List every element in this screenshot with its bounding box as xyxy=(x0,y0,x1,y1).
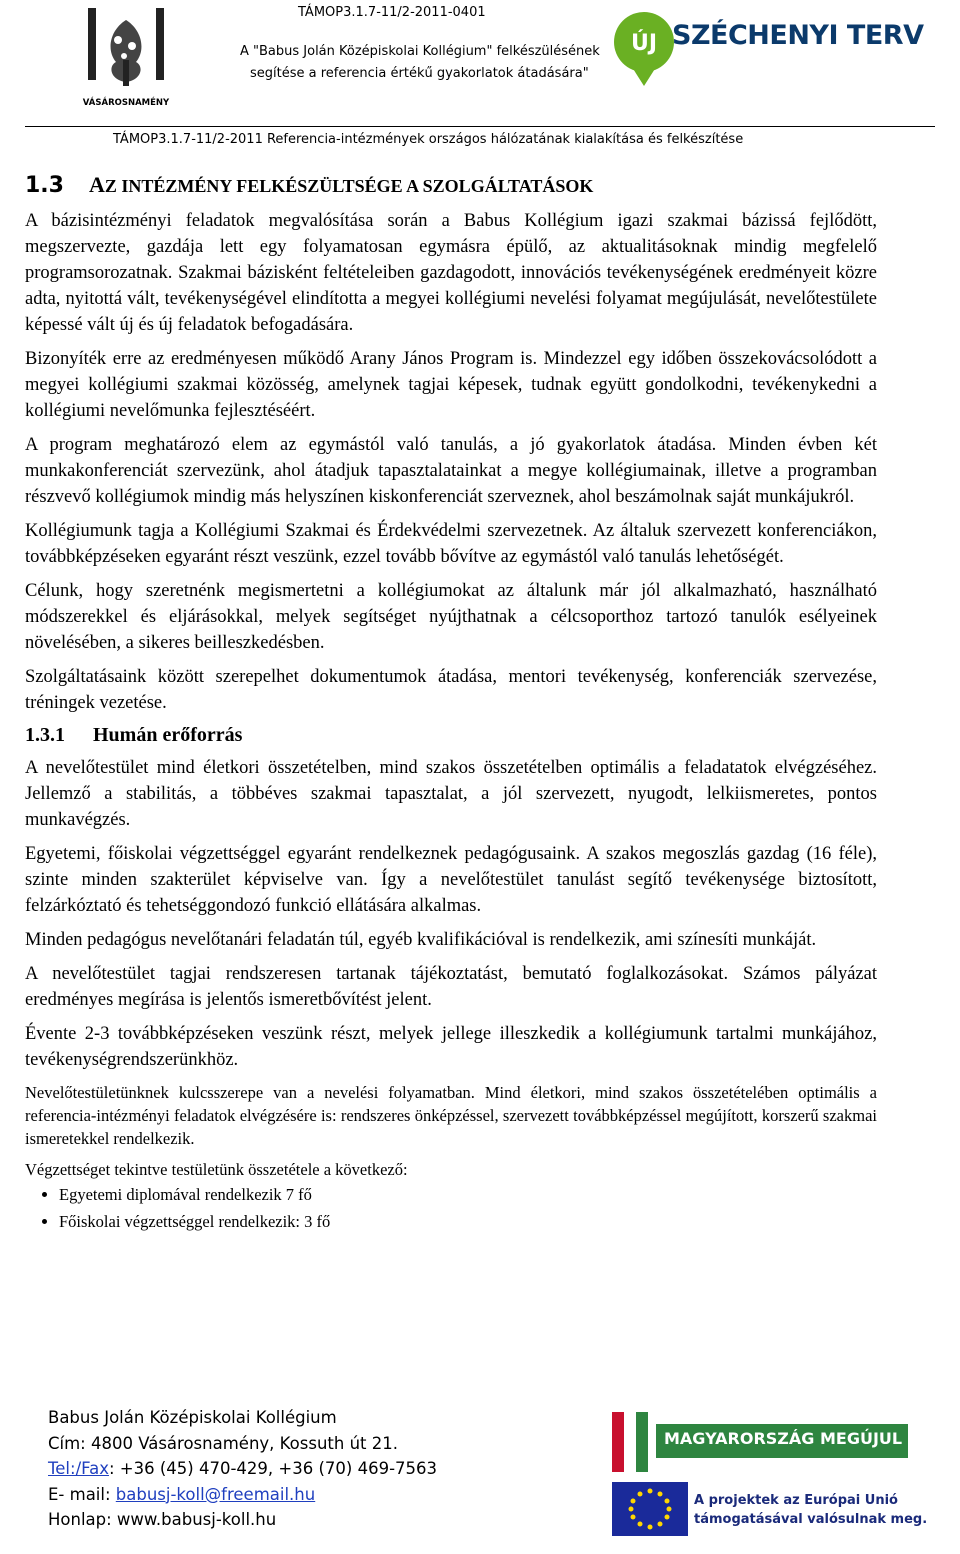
document-body xyxy=(25,172,877,1235)
svg-text:ÚJ: ÚJ xyxy=(630,31,658,56)
header-divider xyxy=(25,126,935,127)
eu-line2: támogatásával valósulnak meg. xyxy=(694,1512,928,1527)
paragraph-small: Nevelőtestületünknek kulcsszerepe van a nevelési folyamatban. Mind életkori, mind szakos összetételében optimális a referencia-intézményi feladatok elvégzésére is: rendszeres önképzéssel, szervezett továbbképzéssel megújított, korszerű szakmai ismeretekkel rendelkezik. xyxy=(25,1083,877,1148)
paragraph: Szolgáltatásaink között szerepelhet dokumentumok átadása, mentori tevékenység, konferenciák szervezése, tréningek vezetése. xyxy=(25,667,877,713)
subsection-heading xyxy=(25,724,877,747)
eu-support-text xyxy=(694,1491,927,1529)
paragraph: Minden pedagógus nevelőtanári feladatán túl, egyéb kvalifikációval is rendelkezik, ami színesíti munkáját. xyxy=(25,930,817,950)
paragraph: A nevelőtestület tagjai rendszeresen tartanak tájékoztatást, bemutató foglalkozásokat. Számos pályázat eredményes megírása is jelentős ismeretbővítést jelent. xyxy=(25,964,877,1010)
section-title-initial: A xyxy=(89,172,105,197)
page-header xyxy=(0,0,960,147)
header-subtitle: TÁMOP3.1.7-11/2-2011 Referencia-intézmények országos hálózatának kialakítása és felkészítése xyxy=(113,132,744,147)
section-number: 1.3 xyxy=(25,173,64,198)
section-heading xyxy=(25,172,877,198)
phone-link[interactable]: Tel:/Fax xyxy=(48,1459,109,1478)
footer-institution-name: Babus Jolán Középiskolai Kollégium xyxy=(48,1408,337,1427)
footer-phone xyxy=(48,1456,437,1482)
magyarorszag-megujul-text: MAGYARORSZÁG MEGÚJUL xyxy=(664,1429,903,1448)
svg-text:VÁSÁROSNAMÉNY: VÁSÁROSNAMÉNY xyxy=(82,98,170,108)
qualification-list xyxy=(25,1181,877,1235)
paragraph: A nevelőtestület mind életkori összetételben, mind szakos összetételben optimális a feladatatok elvégzéséhez. Jellemző a stabilitás, a többéves szakmai tapasztalat, a jól szervezett, nyugodt, lelkiismeretes, pontos munkavégzés. xyxy=(25,758,877,830)
paragraph: Célunk, hogy szeretnénk megismertetni a kollégiumokat az általunk már jól alkalmazható, használható módszerekkel és eljárásokkal, melyek segítséget nyújthatnak a célcsoporthoz tartozó tanulók esélyeinek növelésében, a sikeres beilleszkedésben. xyxy=(25,581,877,653)
project-title-line1: A "Babus Jolán Középiskolai Kollégium" felkészülésének xyxy=(240,44,600,59)
page-footer xyxy=(48,1405,437,1533)
paragraph: Egyetemi, főiskolai végzettséggel egyaránt rendelkeznek pedagógusaink. A szakos megoszlás gazdag (16 féle), szinte minden szakterület képviselve van. Így a nevelőtestület tanulást segítő tevékenysége biztosított, felzárkóztató és tehetséggondozó funkció ellátására alkalmas. xyxy=(25,844,877,916)
paragraph: A bázisintézményi feladatok megvalósítása során a Babus Kollégium igazi szakmai bázissá fejlődött, megszervezte, gazdája lett egy folyamatosan egymásra épülő, az aktualitásoknak mindig megfelelő programsorozatnak. Szakmai bázisként feltételeiben gazdagodott, innovációs tevékenységének eredményeit közre adta, nyitottá vált, tevékenységével elindította a megyei kollégiumi nevelési folyamat megújulását, nevelőtestülete képessé vált új és új feladatok befogadására. xyxy=(25,211,877,335)
project-title-line2: segítése a referencia értékű gyakorlatok átadására" xyxy=(250,66,589,81)
paragraph: Évente 2-3 továbbképzéseken veszünk részt, melyek jellege illeszkedik a kollégiumunk tartalmi munkájához, tevékenységrendszerünkhöz. xyxy=(25,1024,877,1070)
footer-address: Cím: 4800 Vásárosnamény, Kossuth út 21. xyxy=(48,1433,398,1453)
paragraph: Bizonyíték erre az eredményesen működő Arany János Program is. Mindezzel egy időben összekovácsolódott a megyei kollégiumi szakmai közösség, amelynek tagjai képesek, tudnak együtt gondolkodni, tevékenykedni a kollégiumi nevelőmunka fejlesztéséért. xyxy=(25,349,877,421)
list-item: • Főiskolai végzettséggel rendelkezik: 3 fő xyxy=(59,1208,877,1235)
footer-website: Honlap: www.babusj-koll.hu xyxy=(48,1510,277,1529)
email-label: E- mail: xyxy=(48,1484,116,1504)
subsection-number: 1.3.1 xyxy=(25,724,65,746)
phone-numbers: : +36 (45) 470-429, +36 (70) 469-7563 xyxy=(108,1459,438,1478)
section-title-rest: Z INTÉZMÉNY FELKÉSZÜLTSÉGE A SZOLGÁLTATÁSOK xyxy=(104,176,594,196)
subsection-title: Humán erőforrás xyxy=(93,724,243,746)
project-code: TÁMOP3.1.7-11/2-2011-0401 xyxy=(298,5,486,20)
footer-email xyxy=(48,1482,437,1508)
list-item: • Egyetemi diplomával rendelkezik 7 fő xyxy=(59,1181,877,1208)
paragraph: A program meghatározó elem az egymástól való tanulás, a jó gyakorlatok átadása. Minden évben két munkakonferenciát szervezünk, ahol átadjuk tapasztalatainkat a megye kollégiumainak, illetve a programban részvevő kollégiumok mindig más helyszínen kiskonferenciát szerveznek, ahol beszámolnak saját munkájukról. xyxy=(25,435,877,507)
eu-line1: A projektek az Európai Unió xyxy=(694,1493,898,1508)
kollegium-logo xyxy=(70,0,182,110)
szechenyi-terv-text: SZÉCHENYI TERV xyxy=(672,20,924,51)
paragraph: Kollégiumunk tagja a Kollégiumi Szakmai és Érdekvédelmi szervezetnek. Az általuk szervezett konferenciákon, továbbképzéseken egyaránt részt veszünk, ezzel tovább bővítve az egymástól való tanulás lehetőségét. xyxy=(25,521,877,567)
list-intro: Végzettséget tekintve testületünk összetétele a következő: xyxy=(25,1160,408,1179)
email-link[interactable]: babusj-koll@freemail.hu xyxy=(115,1484,316,1504)
